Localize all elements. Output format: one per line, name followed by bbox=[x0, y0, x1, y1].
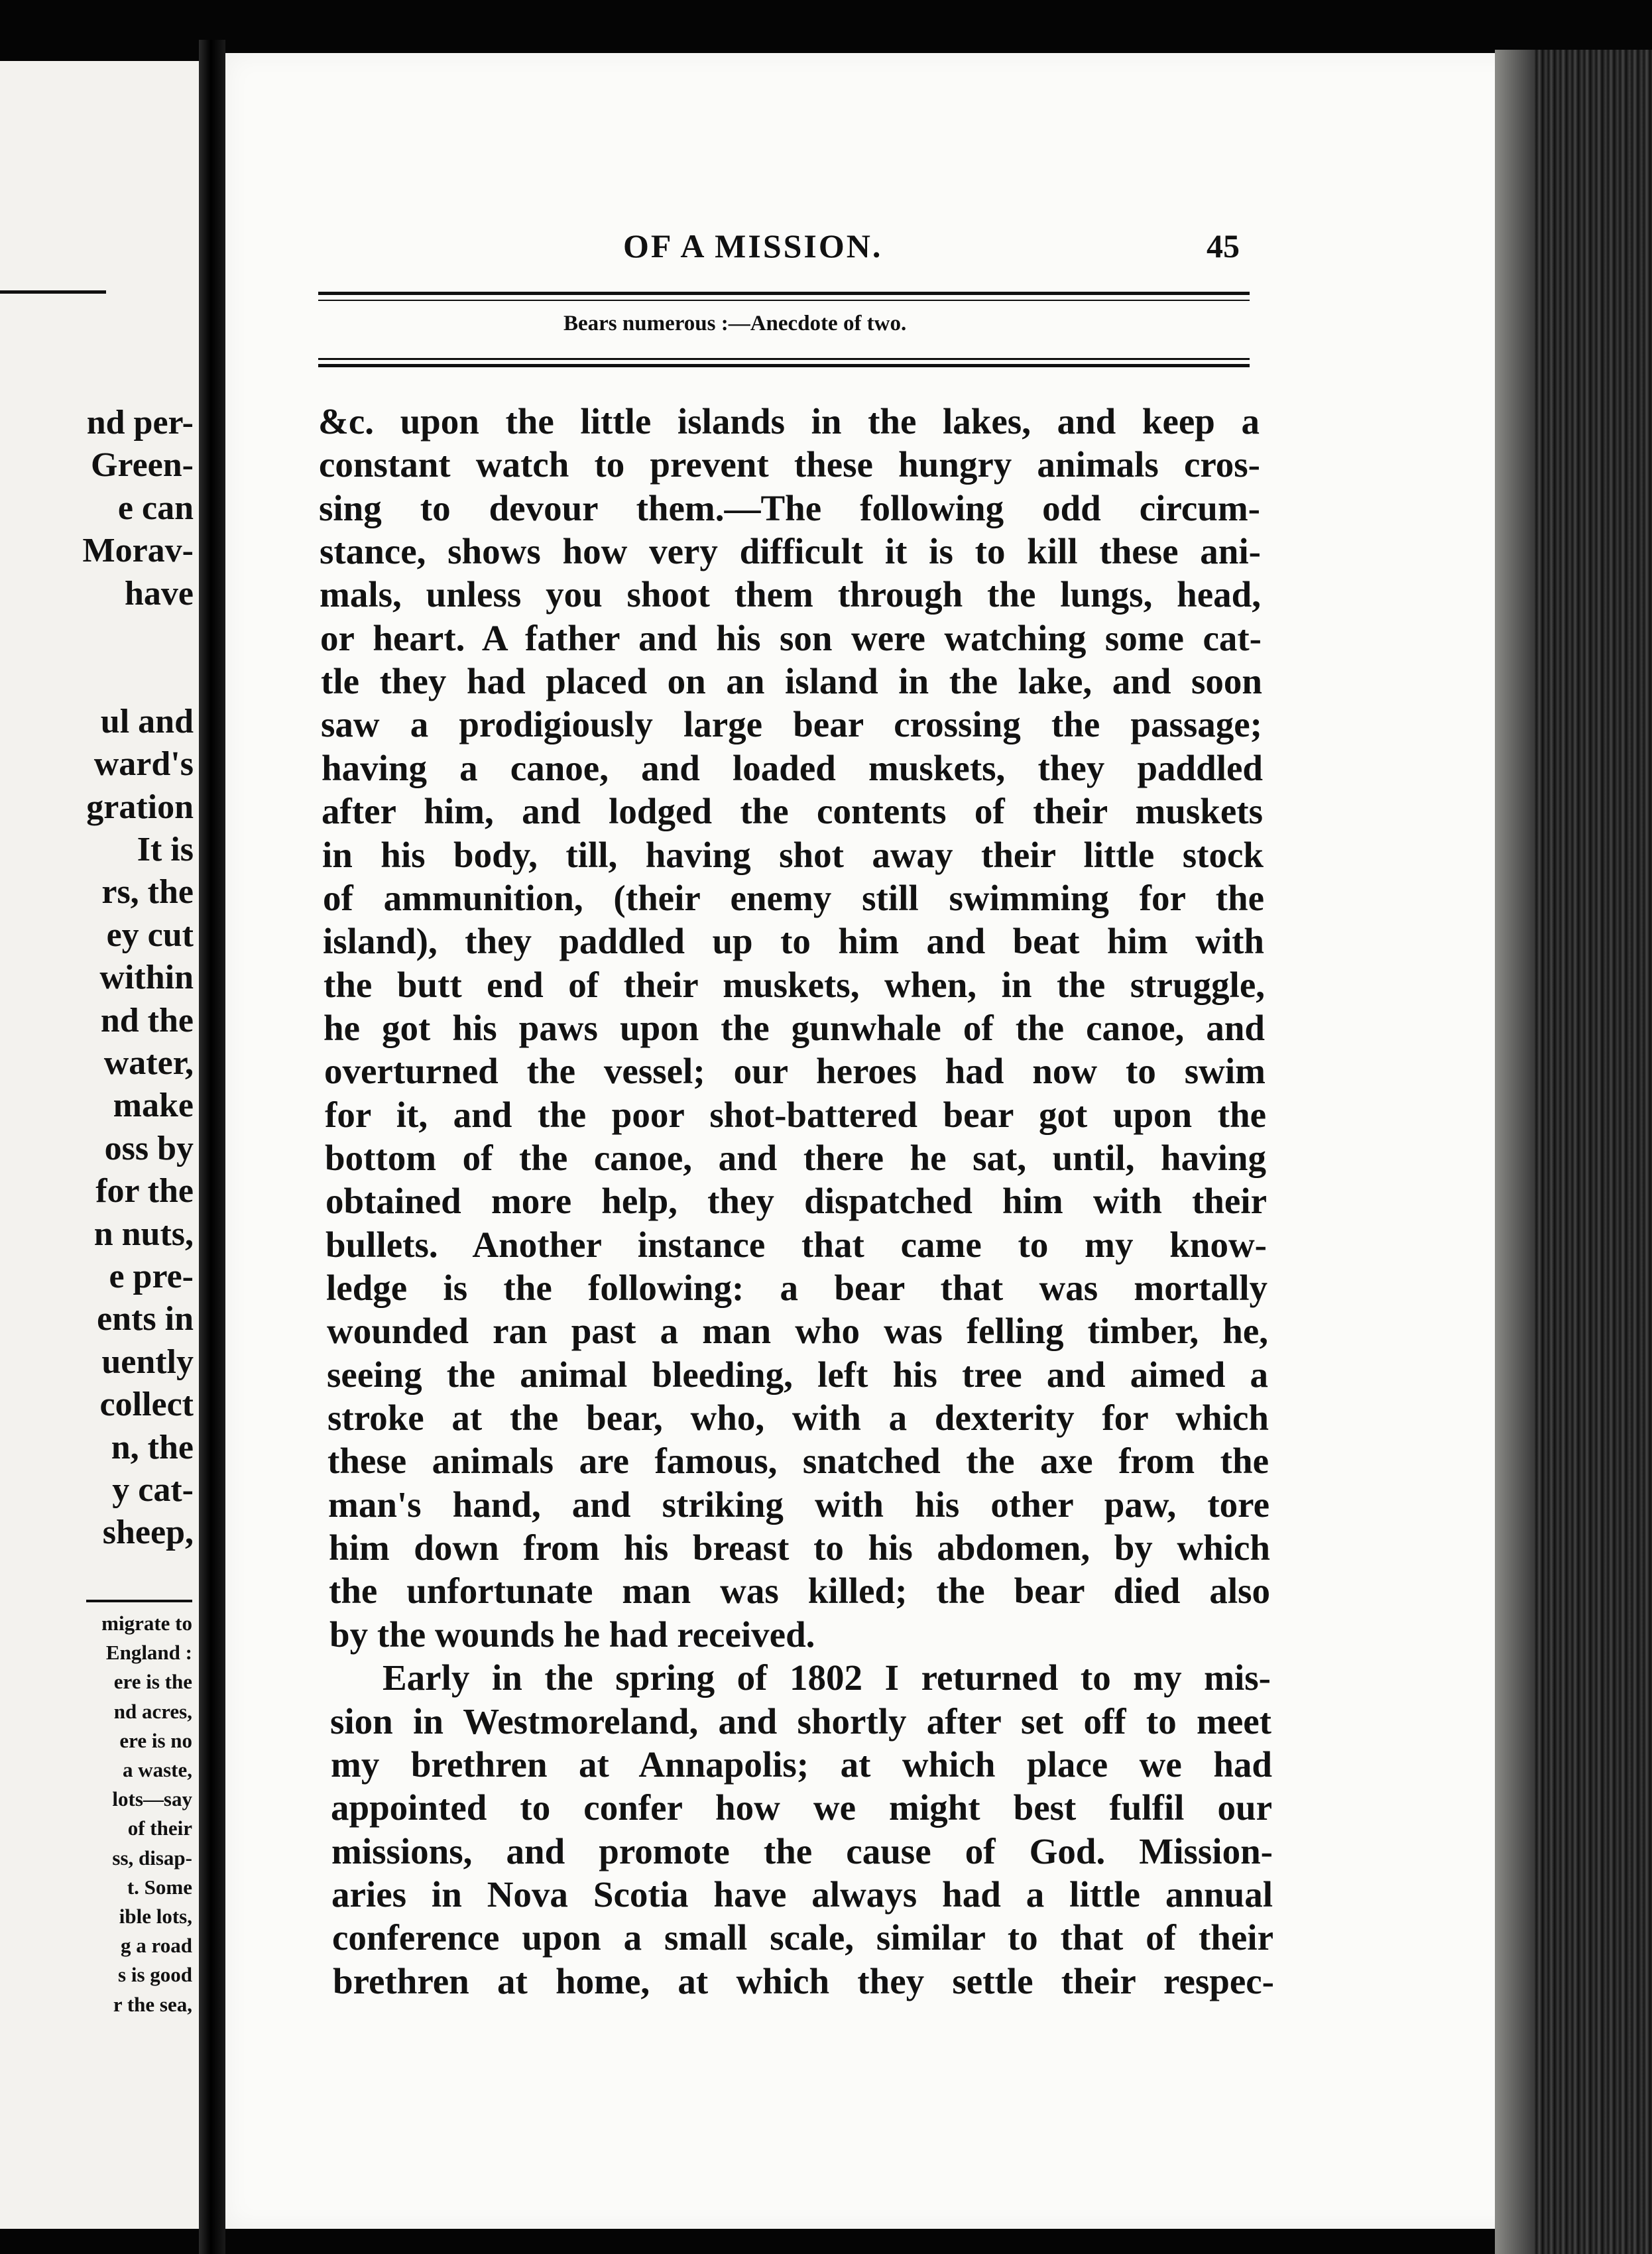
body-text-line: stroke at the bear, who, with a dexterity for which bbox=[327, 1397, 1269, 1439]
book-gutter bbox=[199, 40, 225, 2254]
body-text-line: saw a prodigiously large bear crossing the passage; bbox=[321, 704, 1262, 745]
body-text-line: conference upon a small scale, similar to that of their bbox=[332, 1917, 1273, 1958]
body-text-line: brethren at home, at which they settle their respec- bbox=[333, 1960, 1274, 2001]
body-text-line: man's hand, and striking with his other paw, tore bbox=[328, 1484, 1269, 1525]
body-text-line: seeing the animal bleeding, left his tree and aimed a bbox=[327, 1354, 1268, 1395]
facing-page-line: nd the bbox=[100, 1001, 194, 1039]
body-text-line: having a canoe, and loaded muskets, they paddled bbox=[322, 747, 1263, 788]
facing-page-footnote-line: nd acres, bbox=[113, 1699, 192, 1723]
facing-page-footnote-rule bbox=[86, 1600, 192, 1602]
body-text-line: sing to devour them.—The following odd circum- bbox=[319, 487, 1260, 528]
body-text-line: obtained more help, they dispatched him with their bbox=[325, 1181, 1267, 1222]
facing-page-footnote-line: lots—say bbox=[112, 1787, 192, 1811]
facing-page-footnote-line: ible lots, bbox=[119, 1905, 192, 1928]
facing-page-line: e pre- bbox=[109, 1258, 194, 1295]
facing-page-line: for the bbox=[95, 1172, 194, 1211]
facing-page-line: n nuts, bbox=[93, 1215, 194, 1253]
facing-page-line: Morav- bbox=[82, 532, 194, 570]
running-title: OF A MISSION. bbox=[623, 227, 883, 265]
body-text-line: appointed to confer how we might best fulfil our bbox=[331, 1787, 1272, 1828]
page-edge-shadow bbox=[1495, 50, 1535, 2254]
facing-page-footnote-line: of their bbox=[127, 1816, 192, 1840]
facing-page-line: y cat- bbox=[112, 1471, 194, 1509]
header-rule-top-thin bbox=[318, 300, 1250, 301]
body-text-line: he got his paws upon the gunwhale of the canoe, and bbox=[324, 1007, 1265, 1048]
body-text-line: island), they paddled up to him and beat him with bbox=[323, 921, 1264, 962]
facing-page-footnote-line: t. Some bbox=[127, 1875, 192, 1899]
body-text-line: missions, and promote the cause of God. Mission- bbox=[331, 1830, 1273, 1871]
facing-page-line: ul and bbox=[100, 702, 194, 741]
body-text-line: the unfortunate man was killed; the bear died also bbox=[329, 1571, 1270, 1612]
facing-page-footnote-line: migrate to bbox=[101, 1612, 192, 1635]
body-text-line: ledge is the following: a bear that was mortally bbox=[326, 1268, 1268, 1308]
facing-page-footnote-line: a waste, bbox=[122, 1758, 192, 1781]
facing-page-line: ward's bbox=[93, 745, 194, 784]
body-text-line: Early in the spring of 1802 I returned to my mis- bbox=[383, 1657, 1271, 1698]
facing-page-line: Green- bbox=[91, 446, 194, 485]
facing-page-line: n, the bbox=[111, 1428, 194, 1466]
body-text-line: constant watch to prevent these hungry animals cros- bbox=[319, 444, 1260, 485]
header-rule-top bbox=[318, 292, 1250, 295]
body-text-line: after him, and lodged the contents of their muskets bbox=[322, 791, 1263, 832]
facing-page-line: within bbox=[99, 959, 194, 997]
facing-page-line: e can bbox=[117, 489, 194, 527]
section-subheading: Bears numerous :—Anecdote of two. bbox=[563, 312, 907, 335]
facing-page-line: It is bbox=[137, 831, 194, 868]
body-text-line: by the wounds he had received. bbox=[329, 1614, 815, 1655]
facing-page-line: water, bbox=[103, 1044, 194, 1082]
body-text-line: tle they had placed on an island in the lake, and soon bbox=[321, 661, 1262, 702]
facing-page-rule bbox=[0, 290, 106, 294]
body-text-line: him down from his breast to his abdomen, by which bbox=[329, 1527, 1270, 1569]
facing-page-footnote-line: ere is no bbox=[119, 1728, 192, 1752]
facing-page-footnote-line: s is good bbox=[118, 1963, 192, 1987]
header-rule-bottom bbox=[318, 358, 1250, 360]
facing-page-line: sheep, bbox=[102, 1513, 194, 1552]
facing-page-line: uently bbox=[101, 1342, 194, 1381]
body-text-line: for it, and the poor shot-battered bear got upon the bbox=[325, 1094, 1266, 1135]
facing-page-line: ents in bbox=[97, 1300, 194, 1338]
body-text-line: the butt end of their muskets, when, in the struggle, bbox=[324, 964, 1265, 1005]
body-text-line: my brethren at Annapolis; at which place we had bbox=[331, 1744, 1272, 1785]
facing-page-line: rs, the bbox=[101, 873, 194, 912]
body-text-line: wounded ran past a man who was felling timber, he, bbox=[327, 1311, 1268, 1352]
facing-page-line: nd per- bbox=[86, 404, 194, 442]
header-rule-bottom-thick bbox=[318, 364, 1250, 367]
facing-page-footnote-line: ss, disap- bbox=[112, 1846, 192, 1869]
body-text-line: or heart. A father and his son were watching some cat- bbox=[320, 617, 1262, 658]
facing-page-line: have bbox=[125, 574, 194, 613]
facing-page-footnote-line: England : bbox=[105, 1641, 192, 1665]
facing-page-line: gration bbox=[86, 788, 194, 826]
body-text-line: &c. upon the little islands in the lakes, and keep a bbox=[318, 401, 1260, 442]
facing-page-footnote-line: r the sea, bbox=[113, 1992, 192, 2016]
facing-page-line: collect bbox=[99, 1386, 194, 1424]
facing-page-line: ey cut bbox=[106, 916, 194, 954]
facing-page-line: oss by bbox=[104, 1129, 194, 1167]
facing-page-footnote-line: g a road bbox=[121, 1934, 192, 1958]
facing-page-footnote-line: ere is the bbox=[113, 1670, 192, 1694]
body-text-line: of ammunition, (their enemy still swimming for the bbox=[323, 877, 1264, 918]
page-number: 45 bbox=[1207, 227, 1240, 265]
body-text-line: these animals are famous, snatched the axe from the bbox=[327, 1441, 1269, 1482]
body-text-line: in his body, till, having shot away their little stock bbox=[322, 834, 1264, 875]
body-text-line: mals, unless you shoot them through the lungs, head, bbox=[320, 574, 1261, 615]
body-text-line: sion in Westmoreland, and shortly after set off to meet bbox=[330, 1700, 1271, 1742]
body-text-line: stance, shows how very difficult it is to kill these ani- bbox=[320, 531, 1261, 572]
body-text-line: aries in Nova Scotia have always had a little annual bbox=[331, 1873, 1273, 1915]
body-text-line: bottom of the canoe, and there he sat, until, having bbox=[325, 1137, 1266, 1178]
facing-page-line: make bbox=[113, 1087, 194, 1125]
body-text-line: bullets. Another instance that came to my know- bbox=[325, 1224, 1267, 1265]
body-text-line: overturned the vessel; our heroes had now to swim bbox=[324, 1051, 1266, 1092]
